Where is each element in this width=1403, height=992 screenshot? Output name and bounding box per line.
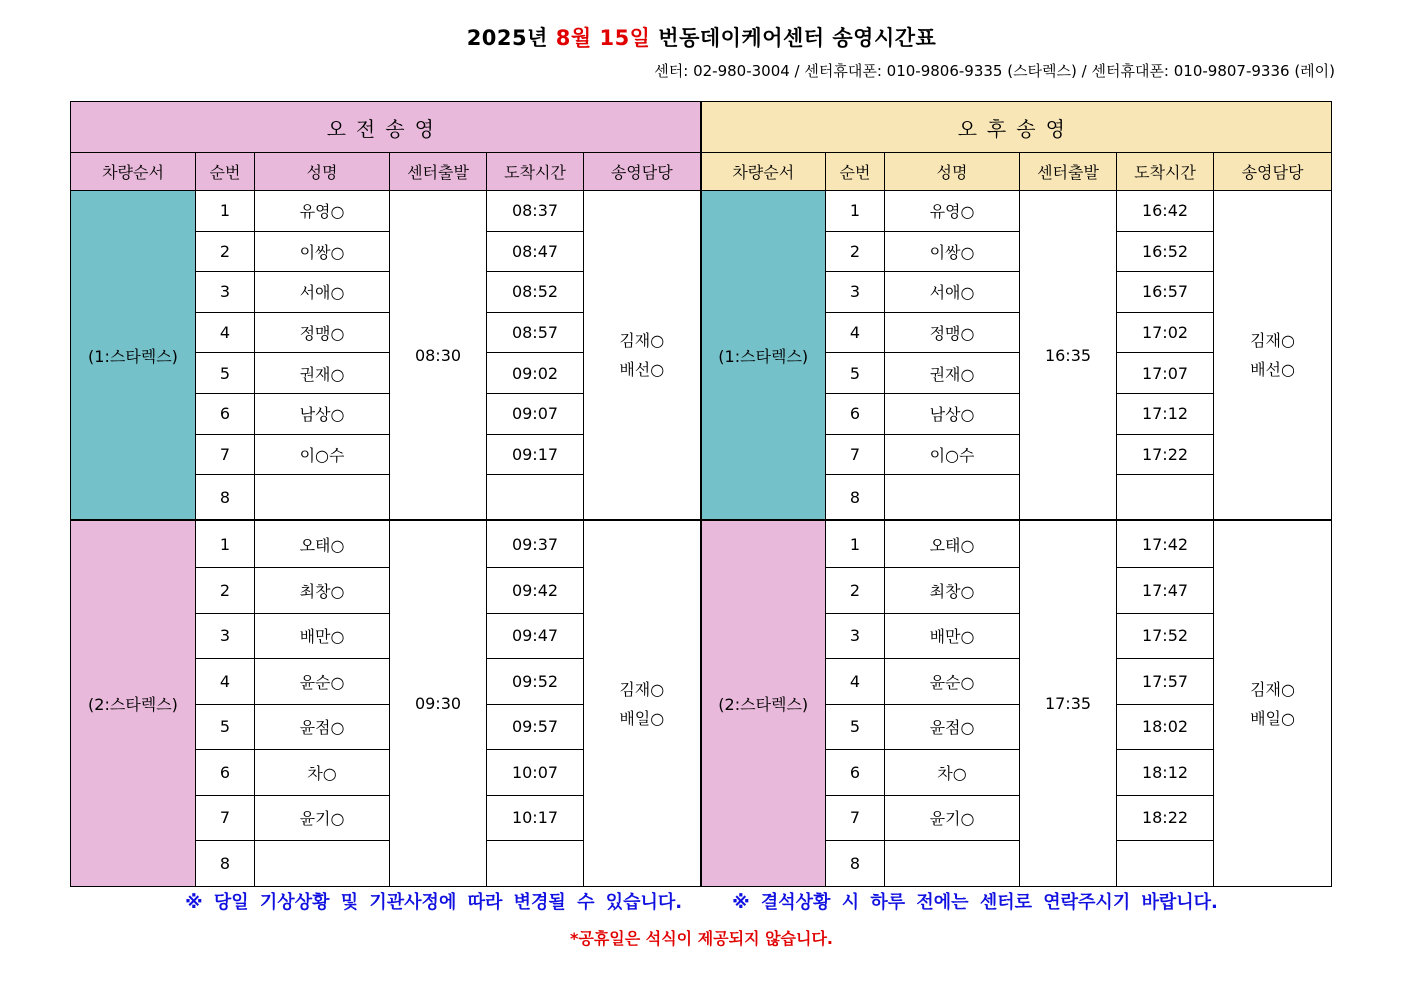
col-depart: 센터출발 — [390, 153, 487, 191]
row-number: 5 — [826, 704, 885, 750]
arrive-time: 09:47 — [487, 613, 584, 659]
passenger-name: 최창○ — [255, 568, 390, 614]
arrive-time — [1117, 841, 1214, 887]
col-number: 순번 — [196, 153, 255, 191]
passenger-name: 이쌍○ — [255, 231, 390, 272]
passenger-name: 오태○ — [255, 520, 390, 568]
passenger-name: 오태○ — [885, 520, 1020, 568]
row-number: 6 — [196, 393, 255, 434]
title-month: 8월 — [555, 26, 592, 50]
staff-name: 배일○ — [619, 708, 665, 728]
title-text: 번동데이케어센터 송영시간표 — [658, 26, 937, 50]
row-number: 7 — [196, 434, 255, 475]
passenger-name — [885, 841, 1020, 887]
row-number: 2 — [826, 231, 885, 272]
arrive-time: 17:57 — [1117, 659, 1214, 705]
arrive-time: 17:47 — [1117, 568, 1214, 614]
col-number: 순번 — [826, 153, 885, 191]
arrive-time: 08:37 — [487, 191, 584, 232]
passenger-name: 차○ — [255, 750, 390, 796]
page-title — [0, 22, 1403, 52]
row-number: 6 — [196, 750, 255, 796]
passenger-name — [885, 475, 1020, 521]
vehicle-cell: (2:스타렉스) — [71, 520, 196, 887]
arrive-time — [487, 841, 584, 887]
depart-time: 17:35 — [1020, 520, 1117, 887]
col-depart: 센터출발 — [1020, 153, 1117, 191]
staff-list — [1214, 675, 1331, 733]
passenger-name: 이○수 — [885, 434, 1020, 475]
passenger-name: 윤점○ — [885, 704, 1020, 750]
passenger-name: 이쌍○ — [885, 231, 1020, 272]
column-header-row — [71, 153, 1332, 191]
row-number: 4 — [826, 312, 885, 353]
row-number: 7 — [826, 434, 885, 475]
passenger-name: 권재○ — [885, 353, 1020, 394]
arrive-time: 08:52 — [487, 272, 584, 313]
depart-time: 16:35 — [1020, 191, 1117, 521]
row-number: 3 — [196, 613, 255, 659]
arrive-time: 16:52 — [1117, 231, 1214, 272]
row-number: 3 — [196, 272, 255, 313]
contact-info: 센터: 02-980-3004 / 센터휴대폰: 010-9806-9335 (스타렉스) / 센터휴대폰: 010-9807-9336 (레이) — [654, 62, 1335, 80]
col-name: 성명 — [255, 153, 390, 191]
arrive-time — [1117, 475, 1214, 521]
table-row — [71, 191, 1332, 232]
row-number: 2 — [196, 231, 255, 272]
passenger-name — [255, 841, 390, 887]
arrive-time: 10:17 — [487, 795, 584, 841]
vehicle-cell: (2:스타렉스) — [701, 520, 826, 887]
arrive-time: 09:02 — [487, 353, 584, 394]
row-number: 8 — [196, 841, 255, 887]
row-number: 8 — [196, 475, 255, 521]
morning-section-header: 오전송영 — [71, 102, 701, 153]
notice-line — [0, 888, 1403, 914]
arrive-time: 09:37 — [487, 520, 584, 568]
passenger-name: 권재○ — [255, 353, 390, 394]
arrive-time: 18:02 — [1117, 704, 1214, 750]
row-number: 1 — [826, 191, 885, 232]
passenger-name — [255, 475, 390, 521]
row-number: 5 — [196, 704, 255, 750]
passenger-name: 유영○ — [255, 191, 390, 232]
afternoon-section-header: 오후송영 — [701, 102, 1332, 153]
arrive-time: 08:57 — [487, 312, 584, 353]
staff-name: 김재○ — [619, 679, 665, 699]
row-number: 4 — [196, 659, 255, 705]
passenger-name: 유영○ — [885, 191, 1020, 232]
col-vehicle: 차량순서 — [71, 153, 196, 191]
staff-cell — [584, 520, 701, 887]
staff-list — [584, 326, 700, 384]
vehicle-cell: (1:스타렉스) — [71, 191, 196, 521]
arrive-time — [487, 475, 584, 521]
row-number: 8 — [826, 841, 885, 887]
passenger-name: 서애○ — [885, 272, 1020, 313]
row-number: 6 — [826, 393, 885, 434]
row-number: 5 — [196, 353, 255, 394]
notice-holiday: *공휴일은 석식이 제공되지 않습니다. — [570, 929, 833, 948]
col-arrive: 도착시간 — [1117, 153, 1214, 191]
passenger-name: 남상○ — [255, 393, 390, 434]
staff-name: 김재○ — [619, 331, 665, 351]
staff-cell — [1214, 520, 1332, 887]
passenger-name: 윤기○ — [885, 795, 1020, 841]
staff-name: 김재○ — [1250, 331, 1295, 351]
staff-cell — [584, 191, 701, 521]
passenger-name: 최창○ — [885, 568, 1020, 614]
arrive-time: 09:52 — [487, 659, 584, 705]
arrive-time: 17:52 — [1117, 613, 1214, 659]
passenger-name: 윤순○ — [255, 659, 390, 705]
passenger-name: 정맹○ — [255, 312, 390, 353]
col-staff: 송영담당 — [1214, 153, 1332, 191]
row-number: 7 — [826, 795, 885, 841]
vehicle-cell: (1:스타렉스) — [701, 191, 826, 521]
title-day: 15일 — [599, 26, 651, 50]
col-name: 성명 — [885, 153, 1020, 191]
row-number: 8 — [826, 475, 885, 521]
staff-name: 배선○ — [619, 360, 665, 380]
arrive-time: 16:42 — [1117, 191, 1214, 232]
arrive-time: 10:07 — [487, 750, 584, 796]
row-number: 4 — [826, 659, 885, 705]
notice-absence: ※ 결석상황 시 하루 전에는 센터로 연락주시기 바랍니다. — [732, 892, 1218, 913]
col-vehicle: 차량순서 — [701, 153, 826, 191]
arrive-time: 17:07 — [1117, 353, 1214, 394]
staff-name: 배선○ — [1250, 360, 1295, 380]
staff-list — [1214, 326, 1331, 384]
arrive-time: 17:42 — [1117, 520, 1214, 568]
passenger-name: 배만○ — [255, 613, 390, 659]
passenger-name: 차○ — [885, 750, 1020, 796]
staff-name: 배일○ — [1250, 708, 1295, 728]
staff-name: 김재○ — [1250, 679, 1295, 699]
col-staff: 송영담당 — [584, 153, 701, 191]
row-number: 2 — [826, 568, 885, 614]
arrive-time: 18:12 — [1117, 750, 1214, 796]
row-number: 2 — [196, 568, 255, 614]
row-number: 3 — [826, 613, 885, 659]
depart-time: 08:30 — [390, 191, 487, 521]
arrive-time: 17:12 — [1117, 393, 1214, 434]
table-row — [71, 520, 1332, 568]
row-number: 1 — [196, 520, 255, 568]
passenger-name: 윤기○ — [255, 795, 390, 841]
arrive-time: 09:17 — [487, 434, 584, 475]
passenger-name: 배만○ — [885, 613, 1020, 659]
arrive-time: 09:07 — [487, 393, 584, 434]
row-number: 7 — [196, 795, 255, 841]
title-year: 2025년 — [466, 26, 548, 50]
arrive-time: 16:57 — [1117, 272, 1214, 313]
staff-cell — [1214, 191, 1332, 521]
arrive-time: 09:57 — [487, 704, 584, 750]
staff-list — [584, 675, 700, 733]
passenger-name: 서애○ — [255, 272, 390, 313]
row-number: 5 — [826, 353, 885, 394]
passenger-name: 남상○ — [885, 393, 1020, 434]
row-number: 6 — [826, 750, 885, 796]
row-number: 3 — [826, 272, 885, 313]
arrive-time: 17:02 — [1117, 312, 1214, 353]
arrive-time: 18:22 — [1117, 795, 1214, 841]
arrive-time: 09:42 — [487, 568, 584, 614]
depart-time: 09:30 — [390, 520, 487, 887]
row-number: 4 — [196, 312, 255, 353]
passenger-name: 이○수 — [255, 434, 390, 475]
schedule-table — [70, 101, 1332, 887]
row-number: 1 — [826, 520, 885, 568]
notice-weather: ※ 당일 기상상황 및 기관사정에 따라 변경될 수 있습니다. — [185, 892, 683, 913]
arrive-time: 08:47 — [487, 231, 584, 272]
arrive-time: 17:22 — [1117, 434, 1214, 475]
col-arrive: 도착시간 — [487, 153, 584, 191]
passenger-name: 윤순○ — [885, 659, 1020, 705]
passenger-name: 윤점○ — [255, 704, 390, 750]
row-number: 1 — [196, 191, 255, 232]
passenger-name: 정맹○ — [885, 312, 1020, 353]
